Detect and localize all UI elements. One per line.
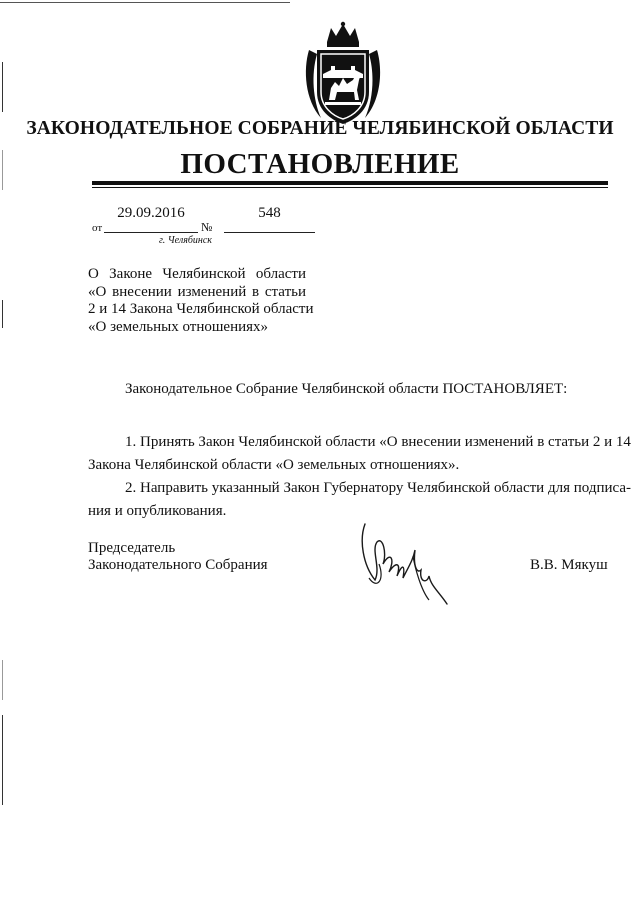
- date-underline: [104, 232, 198, 233]
- number-underline: [224, 232, 315, 233]
- item-2-line: 2. Направить указанный Закон Губернатору Челябинской области для подписа-: [125, 480, 631, 496]
- item-1-line: Закона Челябинской области «О земельных отношениях».: [88, 457, 460, 473]
- resolution-statement: Законодательное Собрание Челябинской области ПОСТАНОВЛЯЕТ:: [125, 381, 568, 397]
- signatory-name: В.В. Мякуш: [530, 557, 608, 573]
- subject-line: О Законе Челябинской области: [88, 266, 306, 282]
- coat-of-arms-icon: [301, 20, 385, 128]
- handwritten-signature-icon: [355, 520, 455, 610]
- document-date: 29.09.2016: [117, 205, 185, 221]
- signatory-position: [88, 540, 268, 574]
- document-type-title: ПОСТАНОВЛЕНИЕ: [180, 148, 460, 180]
- scan-edge-line: [0, 2, 290, 3]
- scan-edge-line: [2, 62, 3, 112]
- subject-line: 2 и 14 Закона Челябинской области: [88, 301, 314, 317]
- header-divider: [92, 181, 608, 185]
- city-label: г. Челябинск: [159, 235, 212, 246]
- scan-edge-line: [2, 660, 3, 700]
- document-number: 548: [258, 205, 281, 221]
- subject-line: «О внесении изменений в статьи: [88, 283, 306, 300]
- organization-title: ЗАКОНОДАТЕЛЬНОЕ СОБРАНИЕ ЧЕЛЯБИНСКОЙ ОБЛАСТИ: [26, 118, 614, 139]
- item-1-line: 1. Принять Закон Челябинской области «О внесении изменений в статьи 2 и 14: [125, 434, 631, 450]
- position-line: Председатель: [88, 540, 176, 556]
- scan-edge-line: [2, 300, 3, 328]
- item-2-line: ния и опубликования.: [88, 503, 227, 519]
- document-subject: [88, 266, 314, 336]
- resolution-items: [88, 431, 631, 523]
- scan-edge-line: [2, 715, 3, 805]
- number-label: №: [201, 220, 213, 234]
- from-label: от: [92, 222, 103, 234]
- subject-line: «О земельных отношениях»: [88, 318, 269, 335]
- position-line: Законодательного Собрания: [88, 557, 268, 573]
- header-divider: [92, 187, 608, 188]
